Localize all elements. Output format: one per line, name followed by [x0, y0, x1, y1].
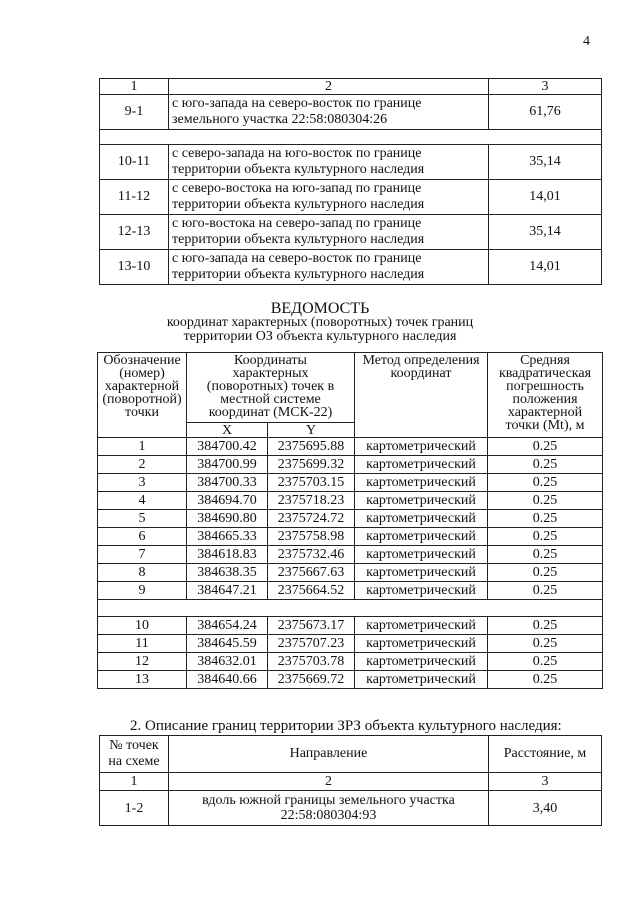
header-method [355, 353, 488, 438]
method-value: картометрический [355, 635, 488, 653]
header-line: Средняя [520, 353, 570, 368]
header-line: (поворотных) точек в [206, 379, 335, 394]
x-value: 384700.42 [187, 438, 268, 456]
direction-line-2: территории объекта культурного наследия [172, 232, 425, 247]
method-value: картометрический [355, 456, 488, 474]
mt-value: 0.25 [488, 564, 603, 582]
header-col-3: 3 [489, 79, 602, 95]
method-value: картометрический [355, 510, 488, 528]
y-value: 2375703.78 [268, 653, 355, 671]
x-value: 384665.33 [187, 528, 268, 546]
y-value: 2375724.72 [268, 510, 355, 528]
header-point-designation [98, 353, 187, 438]
y-value: 2375707.23 [268, 635, 355, 653]
number-col-3: 3 [489, 773, 602, 791]
point-cell: 12-13 [100, 215, 169, 250]
distance-cell: 14,01 [489, 180, 602, 215]
table-row [98, 582, 603, 600]
coordinates-table [97, 352, 603, 689]
distance-cell: 14,01 [489, 250, 602, 285]
distance-cell: 3,40 [489, 791, 602, 826]
header-line: местной системе [220, 392, 321, 407]
table-row [98, 456, 603, 474]
point-number: 7 [98, 546, 187, 564]
y-value: 2375758.98 [268, 528, 355, 546]
point-number: 13 [98, 671, 187, 689]
direction-cell [169, 145, 489, 180]
mt-value: 0.25 [488, 617, 603, 635]
direction-cell [169, 95, 489, 130]
method-value: картометрический [355, 671, 488, 689]
mt-value: 0.25 [488, 546, 603, 564]
table-header-row [100, 79, 602, 95]
header-line: квадратическая [498, 366, 592, 381]
direction-cell [169, 791, 489, 826]
zrz-boundary-table [99, 735, 602, 826]
direction-cell [169, 250, 489, 285]
point-number: 2 [98, 456, 187, 474]
header-line: характерной [104, 379, 180, 394]
point-number: 11 [98, 635, 187, 653]
direction-line-2: 22:58:080304:93 [280, 808, 377, 823]
x-value: 384632.01 [187, 653, 268, 671]
header-y: Y [268, 422, 355, 437]
header-coordinates [187, 353, 355, 423]
table-row [98, 653, 603, 671]
header-line: координат [390, 366, 452, 381]
point-number: 8 [98, 564, 187, 582]
table-row [100, 250, 602, 285]
table-row [98, 474, 603, 492]
vedomost-subtitle-1: координат характерных (поворотных) точек границ [166, 315, 474, 330]
distance-cell: 35,14 [489, 145, 602, 180]
x-value: 384640.66 [187, 671, 268, 689]
empty-row [100, 130, 602, 145]
header-x: X [187, 422, 268, 437]
table-row [98, 635, 603, 653]
table-header-row [100, 736, 602, 773]
method-value: картометрический [355, 528, 488, 546]
point-number: 12 [98, 653, 187, 671]
mt-value: 0.25 [488, 635, 603, 653]
direction-line-2: территории объекта культурного наследия [172, 197, 425, 212]
x-value: 384645.59 [187, 635, 268, 653]
header-line: Метод определения [362, 353, 480, 368]
method-value: картометрический [355, 438, 488, 456]
x-value: 384638.35 [187, 564, 268, 582]
direction-cell [169, 180, 489, 215]
point-number: 10 [98, 617, 187, 635]
vedomost-subtitle-2: территории ОЗ объекта культурного наследия [183, 329, 457, 344]
point-cell: 10-11 [100, 145, 169, 180]
mt-value: 0.25 [488, 438, 603, 456]
table-row [98, 617, 603, 635]
table-row [100, 215, 602, 250]
table-row [100, 791, 602, 826]
mt-value: 0.25 [488, 474, 603, 492]
x-value: 384700.99 [187, 456, 268, 474]
x-value: 384690.80 [187, 510, 268, 528]
header-line: точки [125, 405, 159, 420]
header-line: на схеме [108, 754, 160, 769]
point-number: 4 [98, 492, 187, 510]
table-row [98, 528, 603, 546]
table-row [98, 564, 603, 582]
y-value: 2375664.52 [268, 582, 355, 600]
number-col-1: 1 [100, 773, 169, 791]
point-number: 5 [98, 510, 187, 528]
x-value: 384694.70 [187, 492, 268, 510]
method-value: картометрический [355, 546, 488, 564]
x-value: 384654.24 [187, 617, 268, 635]
boundary-description-table [99, 78, 602, 285]
header-line: характерных [232, 366, 309, 381]
header-line: точки (Mt), м [505, 418, 585, 433]
method-value: картометрический [355, 617, 488, 635]
point-cell: 1-2 [100, 791, 169, 826]
mt-value: 0.25 [488, 653, 603, 671]
table-row [98, 438, 603, 456]
y-value: 2375667.63 [268, 564, 355, 582]
point-number: 3 [98, 474, 187, 492]
mt-value: 0.25 [488, 492, 603, 510]
page-number: 4 [583, 34, 590, 49]
point-cell: 9-1 [100, 95, 169, 130]
direction-line-2: территории объекта культурного наследия [172, 162, 425, 177]
direction-line-2: территории объекта культурного наследия [172, 267, 425, 282]
mt-value: 0.25 [488, 528, 603, 546]
point-number: 6 [98, 528, 187, 546]
y-value: 2375718.23 [268, 492, 355, 510]
point-cell: 11-12 [100, 180, 169, 215]
empty-cell [100, 130, 602, 145]
direction-line-2: земельного участка 22:58:080304:26 [172, 112, 388, 127]
header-line: координат (МСК-22) [208, 405, 333, 420]
point-number: 1 [98, 438, 187, 456]
number-col-2: 2 [169, 773, 489, 791]
header-line: положения [512, 392, 578, 407]
direction-line-1: с северо-запада на юго-восток по границе [172, 146, 422, 161]
table-row [98, 671, 603, 689]
distance-cell: 61,76 [489, 95, 602, 130]
point-number: 9 [98, 582, 187, 600]
header-line: характерной [507, 405, 583, 420]
header-error [488, 353, 603, 438]
header-line: погрешность [506, 379, 584, 394]
y-value: 2375669.72 [268, 671, 355, 689]
empty-row [98, 600, 603, 617]
mt-value: 0.25 [488, 671, 603, 689]
x-value: 384647.21 [187, 582, 268, 600]
direction-line-1: с северо-востока на юго-запад по границе [172, 181, 422, 196]
header-points [100, 736, 169, 773]
header-line: Обозначение [103, 353, 181, 368]
y-value: 2375703.15 [268, 474, 355, 492]
header-line: № точек [109, 738, 159, 753]
table-row [100, 180, 602, 215]
point-cell: 13-10 [100, 250, 169, 285]
method-value: картометрический [355, 564, 488, 582]
table-number-row [100, 773, 602, 791]
mt-value: 0.25 [488, 456, 603, 474]
x-value: 384700.33 [187, 474, 268, 492]
table-row [100, 95, 602, 130]
y-value: 2375732.46 [268, 546, 355, 564]
section-2-heading: 2. Описание границ территории ЗРЗ объекта культурного наследия: [130, 718, 562, 734]
method-value: картометрический [355, 492, 488, 510]
mt-value: 0.25 [488, 582, 603, 600]
table-row [98, 546, 603, 564]
table-row [98, 510, 603, 528]
table-row [100, 145, 602, 180]
coordinates-header-row [98, 353, 603, 423]
direction-line-1: с юго-востока на северо-запад по границе [172, 216, 422, 231]
direction-cell [169, 215, 489, 250]
method-value: картометрический [355, 474, 488, 492]
mt-value: 0.25 [488, 510, 603, 528]
y-value: 2375695.88 [268, 438, 355, 456]
distance-cell: 35,14 [489, 215, 602, 250]
empty-cell [98, 600, 603, 617]
header-line: Координаты [234, 353, 307, 368]
header-line: (номер) [119, 366, 165, 381]
table-row [98, 492, 603, 510]
vedomost-title: ВЕДОМОСТЬ [270, 300, 370, 317]
header-distance: Расстояние, м [489, 736, 602, 773]
direction-line-1: вдоль южной границы земельного участка [202, 793, 455, 808]
direction-line-1: с юго-запада на северо-восток по границе [172, 96, 422, 111]
y-value: 2375699.32 [268, 456, 355, 474]
header-col-1: 1 [100, 79, 169, 95]
method-value: картометрический [355, 582, 488, 600]
x-value: 384618.83 [187, 546, 268, 564]
header-direction: Направление [169, 736, 489, 773]
method-value: картометрический [355, 653, 488, 671]
direction-line-1: с юго-запада на северо-восток по границе [172, 251, 422, 266]
y-value: 2375673.17 [268, 617, 355, 635]
header-col-2: 2 [169, 79, 489, 95]
header-line: (поворотной) [102, 392, 182, 407]
